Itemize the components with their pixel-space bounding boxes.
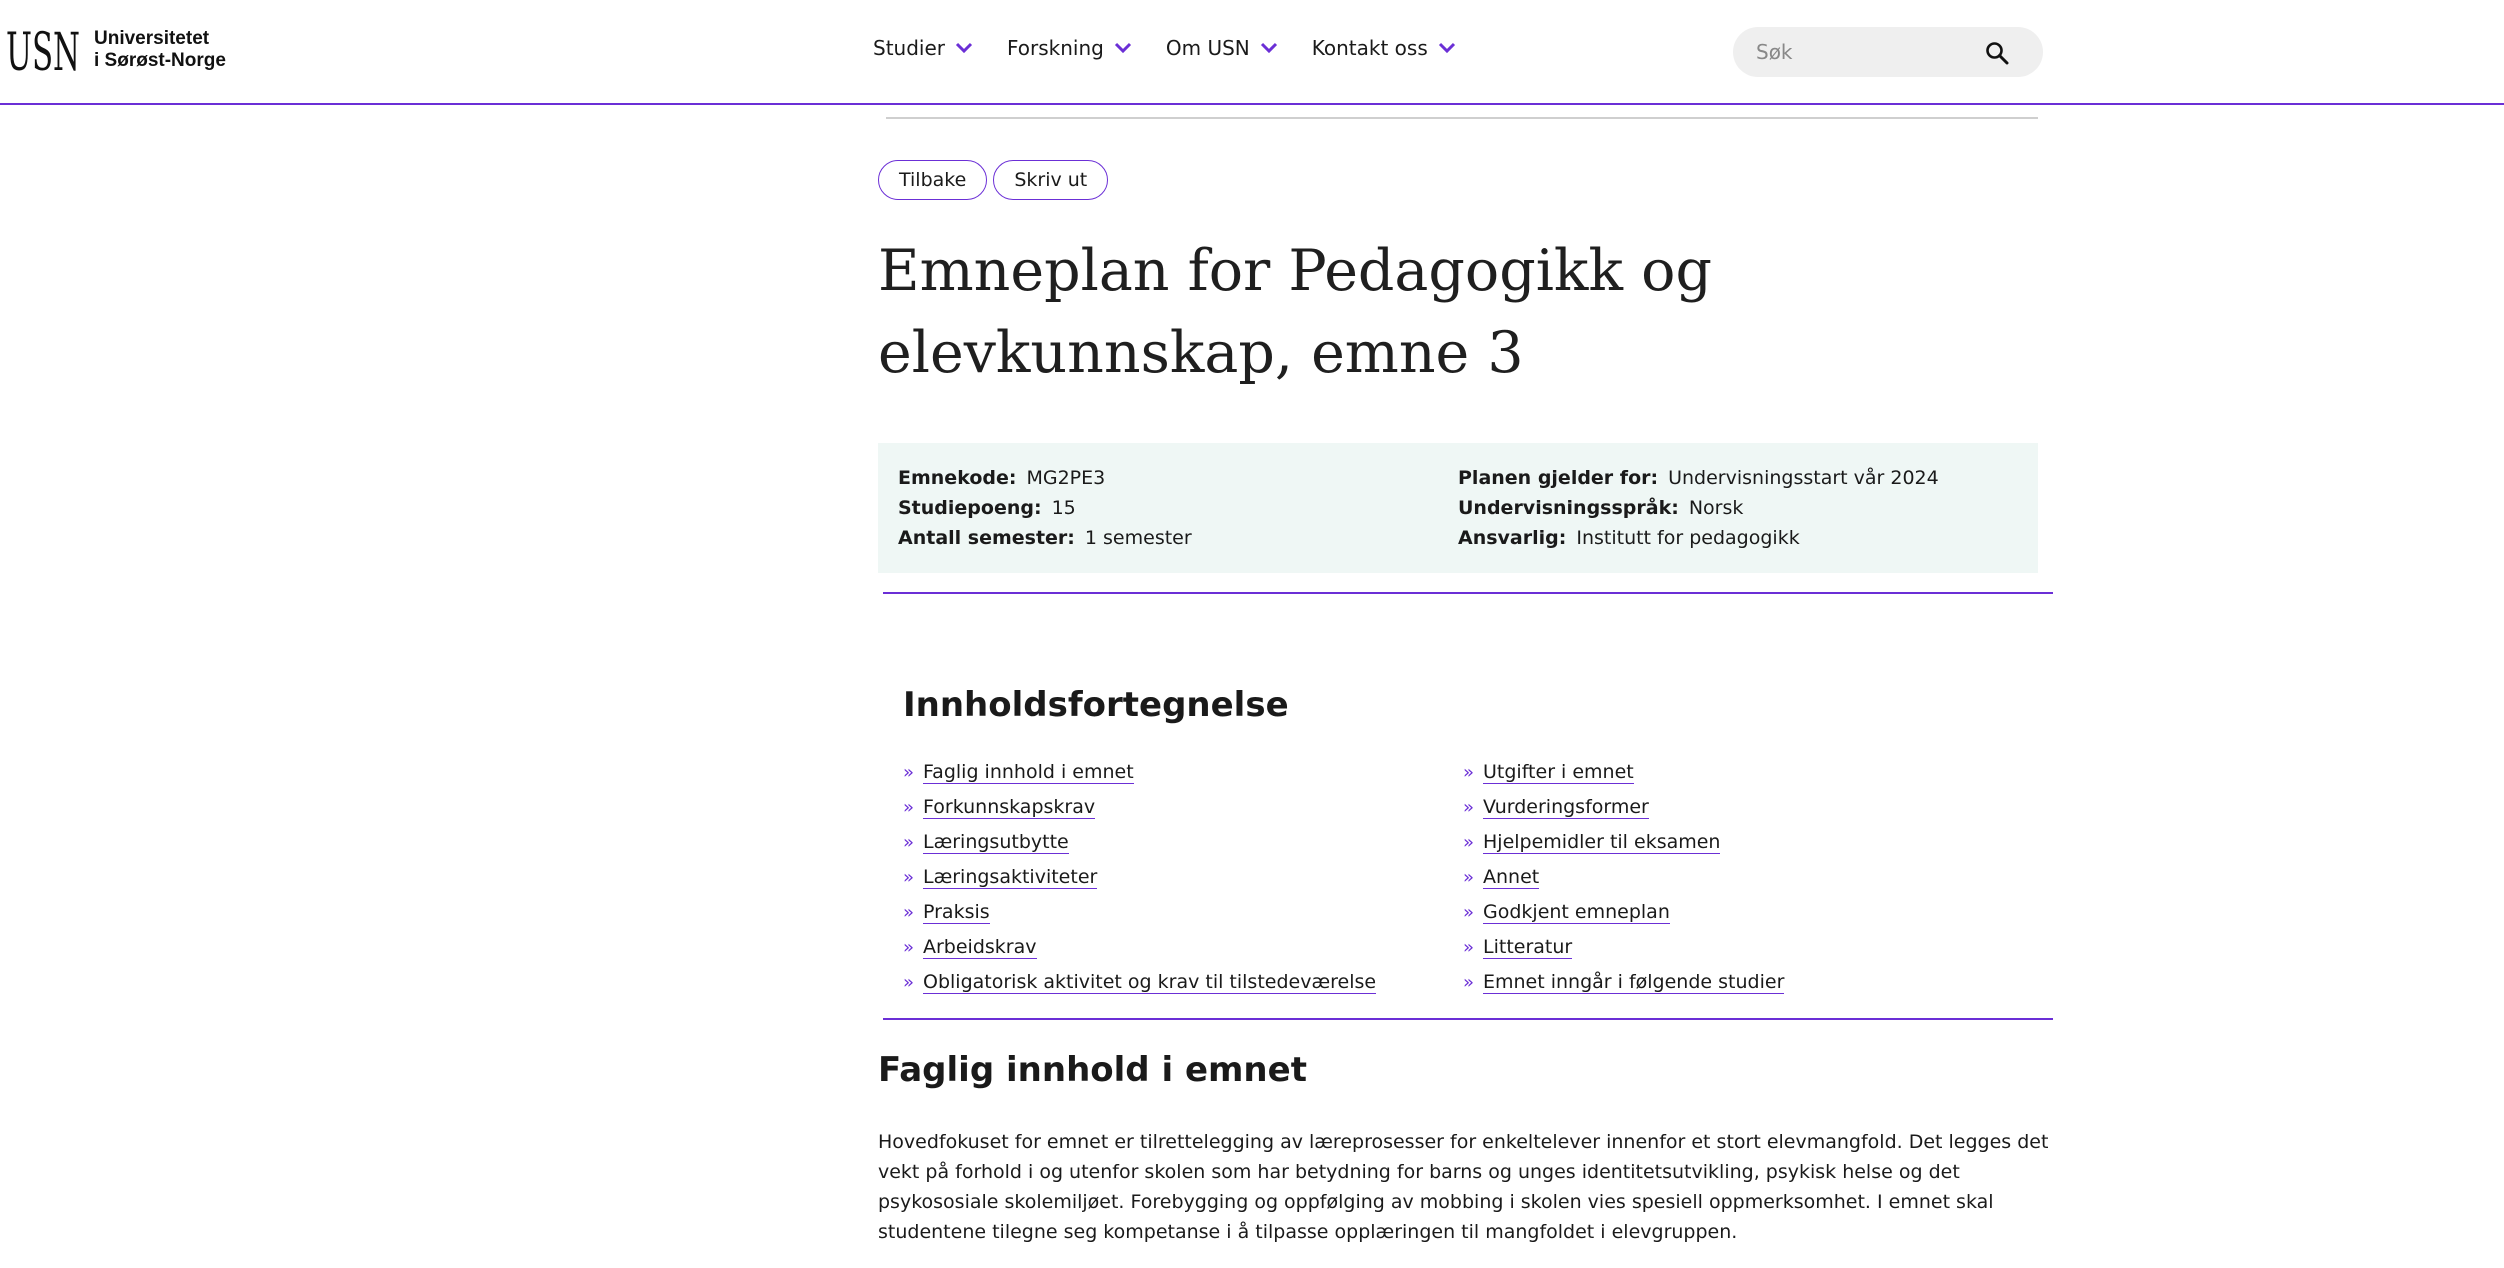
toc-item xyxy=(903,860,1463,895)
info-column-left xyxy=(898,463,1458,553)
toc-link[interactable]: Annet xyxy=(1483,866,1540,888)
bullet-icon: » xyxy=(1463,797,1475,818)
toc-link[interactable]: Utgifter i emnet xyxy=(1483,761,1634,783)
chevron-down-icon xyxy=(955,42,973,54)
bullet-icon: » xyxy=(1463,972,1475,993)
info-value: 15 xyxy=(1051,497,1076,519)
toc-item xyxy=(903,965,1463,1000)
main-nav xyxy=(873,36,1490,60)
table-of-contents xyxy=(903,755,2023,1000)
search-input[interactable] xyxy=(1733,40,1973,64)
toc-link[interactable]: Litteratur xyxy=(1483,936,1573,958)
info-course-code xyxy=(898,463,1458,493)
toc-link[interactable]: Godkjent emneplan xyxy=(1483,901,1670,923)
toc-item xyxy=(903,825,1463,860)
info-key: Planen gjelder for: xyxy=(1458,467,1659,489)
bullet-icon: » xyxy=(903,797,915,818)
logo-text xyxy=(94,28,226,72)
toc-item xyxy=(903,895,1463,930)
info-value: Institutt for pedagogikk xyxy=(1576,527,1800,549)
nav-label: Kontakt oss xyxy=(1311,36,1428,60)
info-key: Emnekode: xyxy=(898,467,1017,489)
info-value: Norsk xyxy=(1688,497,1744,519)
toc-column-left xyxy=(903,755,1463,1000)
chevron-down-icon xyxy=(1260,42,1278,54)
info-semesters xyxy=(898,523,1458,553)
bullet-icon: » xyxy=(1463,902,1475,923)
search-box xyxy=(1733,27,2043,77)
info-key: Undervisningsspråk: xyxy=(1458,497,1679,519)
toc-item xyxy=(1463,860,2023,895)
toc-item xyxy=(1463,825,2023,860)
toc-item xyxy=(903,930,1463,965)
info-credits xyxy=(898,493,1458,523)
site-header xyxy=(0,0,2504,105)
info-key: Ansvarlig: xyxy=(1458,527,1567,549)
toc-column-right xyxy=(1463,755,2023,1000)
toc-item xyxy=(1463,895,2023,930)
chevron-down-icon xyxy=(1438,42,1456,54)
toc-item xyxy=(1463,930,2023,965)
divider xyxy=(886,117,2038,119)
bullet-icon: » xyxy=(903,832,915,853)
info-value: 1 semester xyxy=(1084,527,1192,549)
info-language xyxy=(1458,493,2018,523)
page-actions xyxy=(878,160,1108,200)
toc-link[interactable]: Faglig innhold i emnet xyxy=(923,761,1134,783)
toc-link[interactable]: Læringsutbytte xyxy=(923,831,1069,853)
toc-link[interactable]: Hjelpemidler til eksamen xyxy=(1483,831,1721,853)
back-button[interactable]: Tilbake xyxy=(878,160,987,200)
toc-item xyxy=(903,790,1463,825)
nav-label: Forskning xyxy=(1007,36,1104,60)
bullet-icon: » xyxy=(903,762,915,783)
toc-link[interactable]: Emnet inngår i følgende studier xyxy=(1483,971,1785,993)
bullet-icon: » xyxy=(903,937,915,958)
toc-link[interactable]: Læringsaktiviteter xyxy=(923,866,1098,888)
info-key: Antall semester: xyxy=(898,527,1075,549)
toc-item xyxy=(1463,790,2023,825)
bullet-icon: » xyxy=(903,867,915,888)
logo-line-2: i Sørøst-Norge xyxy=(94,50,226,71)
toc-link[interactable]: Arbeidskrav xyxy=(923,936,1037,958)
usn-logo-icon xyxy=(6,24,82,76)
toc-link[interactable]: Vurderingsformer xyxy=(1483,796,1649,818)
toc-link[interactable]: Praksis xyxy=(923,901,990,923)
section-paragraph: Hovedfokuset for emnet er tilrettelegging av læreprosesser for enkeltelever innenfor et stort elevmangfold. Det legges det vekt på forhold i og utenfor skolen som har betydning for barns og unges identitetsutvikling, psykisk helse og det psykososiale skolemiljøet. Forebygging og oppfølging av mobbing i skolen vies spesiell oppmerksomhet. I emnet skal studentene tilegne seg kompetanse i å tilpasse opplæringen til mangfoldet i elevgruppen. xyxy=(878,1131,2049,1243)
info-plan-valid xyxy=(1458,463,2018,493)
toc-link[interactable]: Obligatorisk aktivitet og krav til tilstedeværelse xyxy=(923,971,1377,993)
logo-line-1: Universitetet xyxy=(94,28,210,49)
page-title: Emneplan for Pedagogikk og elevkunnskap, emne 3 xyxy=(878,238,1712,386)
info-key: Studiepoeng: xyxy=(898,497,1042,519)
section-title: Faglig innhold i emnet xyxy=(878,1050,1307,1090)
usn-logo[interactable] xyxy=(6,24,226,76)
info-responsible xyxy=(1458,523,2018,553)
bullet-icon: » xyxy=(903,902,915,923)
info-value: Undervisningsstart vår 2024 xyxy=(1668,467,1939,489)
search-icon[interactable] xyxy=(1985,41,2009,65)
nav-forskning[interactable] xyxy=(1007,36,1132,60)
bullet-icon: » xyxy=(903,972,915,993)
divider xyxy=(883,1018,2053,1020)
nav-studier[interactable] xyxy=(873,36,973,60)
bullet-icon: » xyxy=(1463,762,1475,783)
nav-kontakt-oss[interactable] xyxy=(1312,36,1456,60)
bullet-icon: » xyxy=(1463,867,1475,888)
svg-text:USN: USN xyxy=(6,24,80,76)
bullet-icon: » xyxy=(1463,937,1475,958)
toc-item xyxy=(1463,965,2023,1000)
nav-label: Om USN xyxy=(1165,36,1250,60)
course-info-box xyxy=(878,443,2038,573)
toc-title: Innholdsfortegnelse xyxy=(903,685,1289,725)
print-button[interactable]: Skriv ut xyxy=(993,160,1108,200)
divider xyxy=(883,592,2053,594)
chevron-down-icon xyxy=(1114,42,1132,54)
nav-om-usn[interactable] xyxy=(1166,36,1278,60)
bullet-icon: » xyxy=(1463,832,1475,853)
info-value: MG2PE3 xyxy=(1026,467,1106,489)
toc-link[interactable]: Forkunnskapskrav xyxy=(923,796,1096,818)
nav-label: Studier xyxy=(873,36,945,60)
toc-item xyxy=(903,755,1463,790)
toc-item xyxy=(1463,755,2023,790)
info-column-right xyxy=(1458,463,2018,553)
